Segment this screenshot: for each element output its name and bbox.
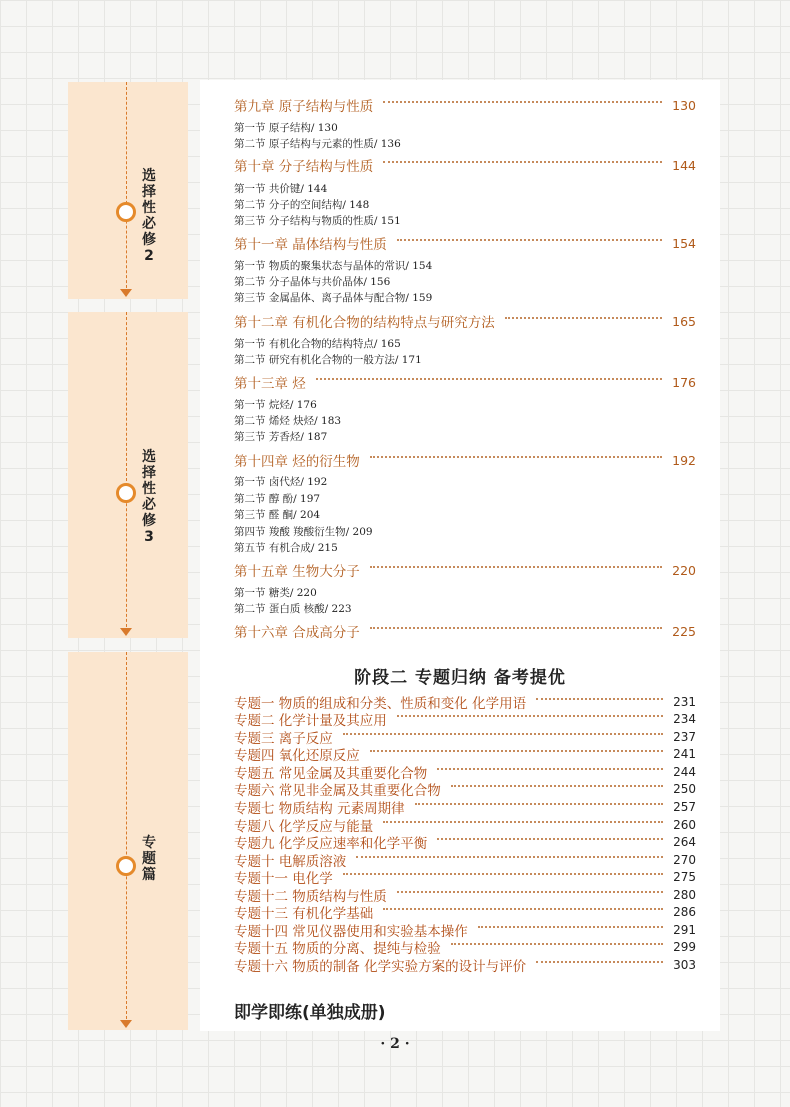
chapter-page: 154 bbox=[672, 235, 696, 251]
topic-entry[interactable] bbox=[234, 886, 696, 903]
topic-title: 专题十一 电化学 bbox=[234, 870, 333, 887]
topic-entry[interactable] bbox=[234, 763, 696, 780]
section-entry[interactable]: 第一节 烷烃/ 176 bbox=[234, 399, 317, 411]
section-entry[interactable]: 第二节 分子的空间结构/ 148 bbox=[234, 199, 370, 211]
topic-title: 专题一 物质的组成和分类、性质和变化 化学用语 bbox=[234, 695, 527, 712]
section-entry[interactable]: 第二节 分子晶体与共价晶体/ 156 bbox=[234, 276, 391, 288]
dot-leader bbox=[343, 733, 663, 735]
topic-page: 264 bbox=[673, 834, 696, 849]
chapter-entry[interactable] bbox=[234, 451, 696, 469]
chapter-page: 192 bbox=[672, 452, 696, 468]
topic-entry[interactable] bbox=[234, 868, 696, 885]
timeline-node-icon bbox=[116, 856, 136, 876]
chapter-title: 第十二章 有机化合物的结构特点与研究方法 bbox=[234, 315, 495, 331]
section-entry[interactable]: 第一节 糖类/ 220 bbox=[234, 587, 317, 599]
topic-title: 专题二 化学计量及其应用 bbox=[234, 712, 387, 729]
dot-leader bbox=[383, 161, 662, 163]
chapter-title: 第十四章 烃的衍生物 bbox=[234, 454, 360, 470]
section-entry[interactable]: 第二节 蛋白质 核酸/ 223 bbox=[234, 603, 352, 615]
section-entry[interactable]: 第三节 金属晶体、离子晶体与配合物/ 159 bbox=[234, 292, 433, 304]
topic-title: 专题九 化学反应速率和化学平衡 bbox=[234, 835, 428, 852]
topic-page: 260 bbox=[673, 817, 696, 832]
topic-title: 专题十三 有机化学基础 bbox=[234, 905, 374, 922]
topic-page: 234 bbox=[673, 711, 696, 726]
chapter-page: 144 bbox=[672, 157, 696, 173]
toc-content bbox=[200, 80, 720, 1031]
dot-leader bbox=[383, 908, 663, 910]
section-entry[interactable]: 第三节 分子结构与物质的性质/ 151 bbox=[234, 215, 401, 227]
dot-leader bbox=[437, 838, 663, 840]
dot-leader bbox=[370, 566, 662, 568]
dot-leader bbox=[536, 961, 663, 963]
timeline-line bbox=[126, 82, 127, 293]
section-entry[interactable]: 第三节 醛 酮/ 204 bbox=[234, 509, 321, 521]
chapter-title: 第十五章 生物大分子 bbox=[234, 564, 360, 580]
topic-entry[interactable] bbox=[234, 745, 696, 762]
timeline-line bbox=[126, 652, 127, 1024]
timeline-node-icon bbox=[116, 483, 136, 503]
sidebar-panel-1 bbox=[68, 82, 188, 299]
topic-title: 专题十 电解质溶液 bbox=[234, 853, 347, 870]
section-entry[interactable]: 第一节 共价键/ 144 bbox=[234, 183, 328, 195]
chapter-page: 220 bbox=[672, 562, 696, 578]
sidebar-panel-2 bbox=[68, 312, 188, 638]
chapter-entry[interactable] bbox=[234, 234, 696, 252]
topic-title: 专题十四 常见仪器使用和实验基本操作 bbox=[234, 923, 468, 940]
topic-entry[interactable] bbox=[234, 816, 696, 833]
chapter-title: 第十一章 晶体结构与性质 bbox=[234, 237, 387, 253]
topic-title: 专题五 常见金属及其重要化合物 bbox=[234, 765, 428, 782]
topic-page: 286 bbox=[673, 904, 696, 919]
topic-entry[interactable] bbox=[234, 728, 696, 745]
dot-leader bbox=[397, 891, 663, 893]
page-number: · 2 · bbox=[380, 1036, 410, 1052]
topic-title: 专题六 常见非金属及其重要化合物 bbox=[234, 782, 441, 799]
chapter-title: 第十章 分子结构与性质 bbox=[234, 159, 374, 175]
topic-page: 237 bbox=[673, 729, 696, 744]
topic-title: 专题十五 物质的分离、提纯与检验 bbox=[234, 940, 441, 957]
topic-page: 270 bbox=[673, 852, 696, 867]
section-entry[interactable]: 第一节 原子结构/ 130 bbox=[234, 122, 338, 134]
topic-page: 231 bbox=[673, 694, 696, 709]
dot-leader bbox=[343, 873, 663, 875]
dot-leader bbox=[415, 803, 664, 805]
sidebar-panel-3 bbox=[68, 652, 188, 1030]
chapter-title: 第十六章 合成高分子 bbox=[234, 625, 360, 641]
topic-entry[interactable] bbox=[234, 833, 696, 850]
arrow-down-icon bbox=[120, 628, 132, 636]
chapter-entry[interactable] bbox=[234, 561, 696, 579]
section-entry[interactable]: 第二节 研究有机化合物的一般方法/ 171 bbox=[234, 354, 422, 366]
dot-leader bbox=[397, 715, 663, 717]
chapter-page: 176 bbox=[672, 374, 696, 390]
chapter-page: 225 bbox=[672, 623, 696, 639]
chapter-entry[interactable] bbox=[234, 96, 696, 114]
sidebar-label-section3: 专题篇 bbox=[142, 835, 156, 883]
topic-entry[interactable] bbox=[234, 956, 696, 973]
topic-title: 专题七 物质结构 元素周期律 bbox=[234, 800, 405, 817]
sidebar-label-section1: 选择性必修2 bbox=[142, 168, 156, 264]
topic-entry[interactable] bbox=[234, 710, 696, 727]
topic-entry[interactable] bbox=[234, 903, 696, 920]
topic-title: 专题十六 物质的制备 化学实验方案的设计与评价 bbox=[234, 958, 527, 975]
practice-heading: 即学即练(单独成册) bbox=[234, 1003, 386, 1023]
topic-entry[interactable] bbox=[234, 921, 696, 938]
topic-page: 257 bbox=[673, 799, 696, 814]
arrow-down-icon bbox=[120, 289, 132, 297]
dot-leader bbox=[451, 943, 663, 945]
timeline-node-icon bbox=[116, 202, 136, 222]
topic-title: 专题四 氧化还原反应 bbox=[234, 747, 360, 764]
stage-heading: 阶段二 专题归纳 备考提优 bbox=[354, 668, 566, 688]
section-entry[interactable]: 第二节 烯烃 炔烃/ 183 bbox=[234, 415, 342, 427]
section-entry[interactable]: 第一节 物质的聚集状态与晶体的常识/ 154 bbox=[234, 260, 433, 272]
dot-leader bbox=[451, 785, 663, 787]
dot-leader bbox=[316, 378, 662, 380]
chapter-title: 第九章 原子结构与性质 bbox=[234, 99, 374, 115]
section-entry[interactable]: 第三节 芳香烃/ 187 bbox=[234, 431, 328, 443]
topic-entry[interactable] bbox=[234, 938, 696, 955]
topic-title: 专题八 化学反应与能量 bbox=[234, 818, 374, 835]
sidebar-label-section2: 选择性必修3 bbox=[142, 449, 156, 545]
topic-page: 303 bbox=[673, 957, 696, 972]
dot-leader bbox=[370, 750, 663, 752]
topic-page: 250 bbox=[673, 781, 696, 796]
topic-page: 291 bbox=[673, 922, 696, 937]
arrow-down-icon bbox=[120, 1020, 132, 1028]
chapter-entry[interactable] bbox=[234, 156, 696, 174]
topic-page: 299 bbox=[673, 939, 696, 954]
dot-leader bbox=[536, 698, 663, 700]
topic-title: 专题三 离子反应 bbox=[234, 730, 333, 747]
chapter-entry[interactable] bbox=[234, 373, 696, 391]
topic-entry[interactable] bbox=[234, 798, 696, 815]
section-entry[interactable]: 第五节 有机合成/ 215 bbox=[234, 542, 338, 554]
dot-leader bbox=[370, 456, 662, 458]
section-entry[interactable]: 第一节 有机化合物的结构特点/ 165 bbox=[234, 338, 401, 350]
chapter-title: 第十三章 烃 bbox=[234, 376, 306, 392]
section-entry[interactable]: 第二节 原子结构与元素的性质/ 136 bbox=[234, 138, 401, 150]
topic-entry[interactable] bbox=[234, 693, 696, 710]
chapter-entry[interactable] bbox=[234, 312, 696, 330]
topic-page: 275 bbox=[673, 869, 696, 884]
topic-page: 244 bbox=[673, 764, 696, 779]
topic-entry[interactable] bbox=[234, 780, 696, 797]
dot-leader bbox=[356, 856, 663, 858]
dot-leader bbox=[478, 926, 663, 928]
section-entry[interactable]: 第二节 醇 酚/ 197 bbox=[234, 493, 321, 505]
topic-page: 241 bbox=[673, 746, 696, 761]
topic-title: 专题十二 物质结构与性质 bbox=[234, 888, 387, 905]
topic-page: 280 bbox=[673, 887, 696, 902]
dot-leader bbox=[397, 239, 662, 241]
dot-leader bbox=[370, 627, 662, 629]
dot-leader bbox=[383, 821, 663, 823]
chapter-page: 130 bbox=[672, 97, 696, 113]
chapter-entry[interactable] bbox=[234, 622, 696, 640]
topic-entry[interactable] bbox=[234, 851, 696, 868]
dot-leader bbox=[437, 768, 663, 770]
timeline-line bbox=[126, 312, 127, 632]
dot-leader bbox=[383, 101, 662, 103]
section-entry[interactable]: 第四节 羧酸 羧酸衍生物/ 209 bbox=[234, 526, 373, 538]
section-entry[interactable]: 第一节 卤代烃/ 192 bbox=[234, 476, 328, 488]
chapter-page: 165 bbox=[672, 313, 696, 329]
dot-leader bbox=[505, 317, 662, 319]
